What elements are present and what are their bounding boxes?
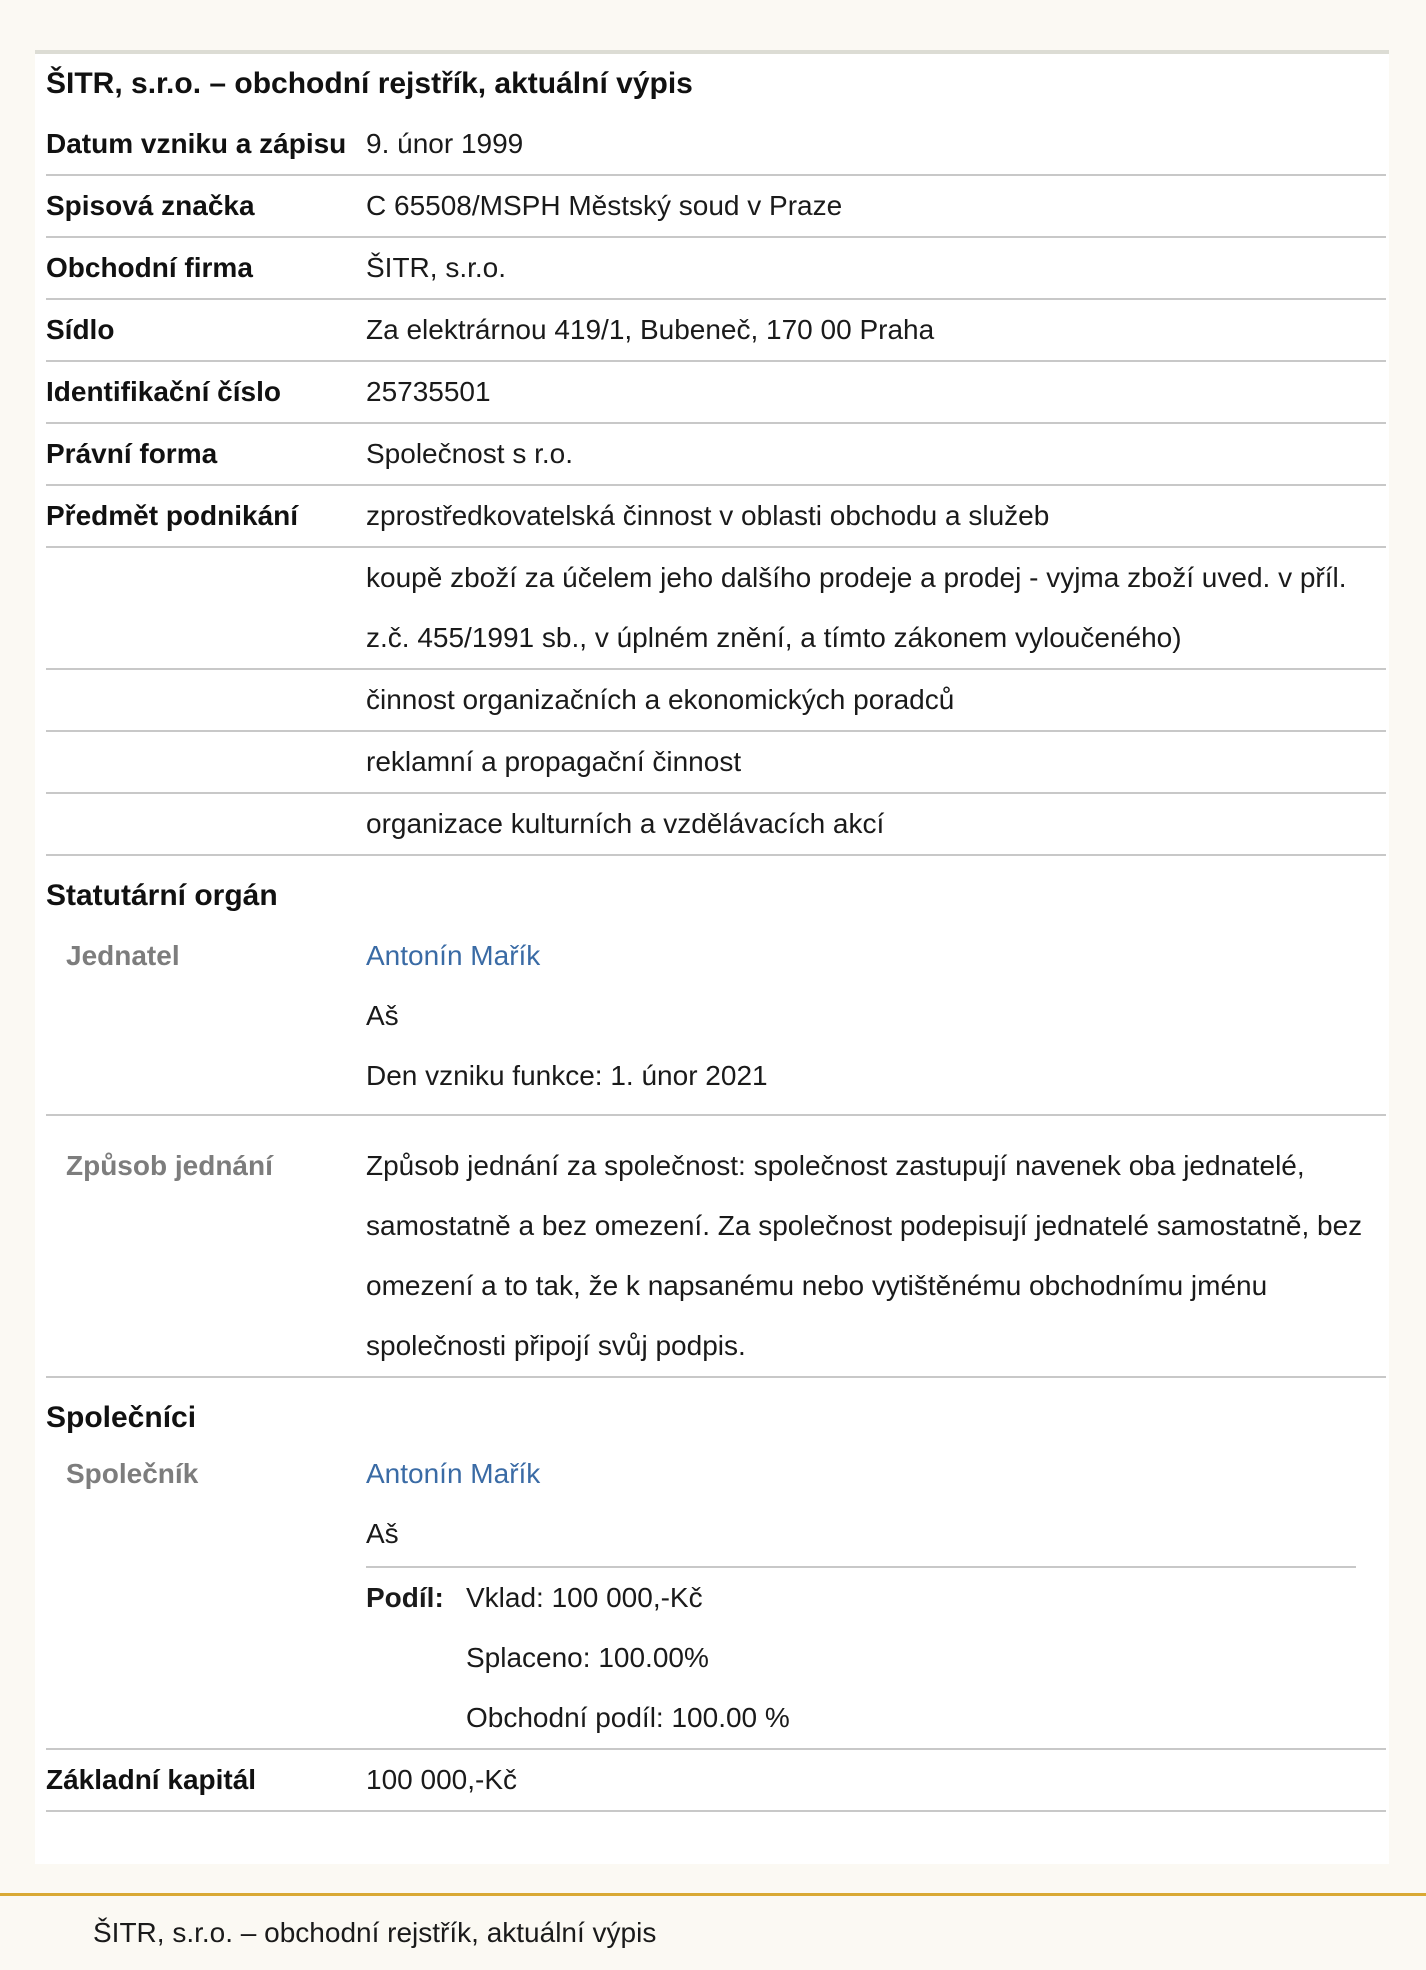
label-jednatel: Jednatel (66, 940, 180, 971)
spolecnik-details (366, 1444, 1386, 1748)
label-identifikacni-cislo: Identifikační číslo (46, 376, 281, 407)
spolecnik-place: Aš (366, 1518, 399, 1549)
podil-vklad: Vklad: 100 000,-Kč (466, 1582, 703, 1613)
label-predmet-podnikani: Předmět podnikání (46, 500, 299, 531)
predmet-item: činnost organizačních a ekonomických poradců (366, 684, 955, 715)
label-datum-vzniku: Datum vzniku a zápisu (46, 128, 347, 159)
row-predmet-podnikani (46, 486, 1386, 548)
podil-splaceno: Splaceno: 100.00% (466, 1642, 709, 1673)
label-obchodni-firma: Obchodní firma (46, 252, 253, 283)
label-zpusob-jednani: Způsob jednání (66, 1150, 273, 1181)
podil-values (466, 1568, 790, 1748)
section-heading-spolecnici: Společníci (46, 1401, 197, 1434)
row-predmet-podnikani-3 (46, 670, 1386, 732)
spolecnik-name-link[interactable]: Antonín Mařík (366, 1458, 541, 1489)
label-spolecnik: Společník (66, 1458, 199, 1489)
value-obchodni-firma: ŠITR, s.r.o. (366, 252, 507, 283)
jednatel-name-link[interactable]: Antonín Mařík (366, 940, 541, 971)
row-obchodni-firma (46, 238, 1386, 300)
row-spisova-znacka (46, 176, 1386, 238)
value-datum-vzniku: 9. únor 1999 (366, 128, 524, 159)
value-sidlo: Za elektrárnou 419/1, Bubeneč, 170 00 Praha (366, 314, 935, 345)
empty-label-cell (46, 794, 366, 854)
footer (0, 1893, 1426, 1948)
row-spolecnik (46, 1444, 1386, 1750)
jednatel-place: Aš (366, 1000, 399, 1031)
row-datum-vzniku (46, 114, 1386, 176)
label-spisova-znacka: Spisová značka (46, 190, 255, 221)
row-predmet-podnikani-2 (46, 548, 1386, 670)
page-title: ŠITR, s.r.o. – obchodní rejstřík, aktuální výpis (46, 67, 693, 100)
row-pravni-forma (46, 424, 1386, 486)
podil-row (366, 1568, 1356, 1748)
row-jednatel (46, 926, 1386, 1116)
empty-label-cell (46, 548, 366, 668)
register-extract-table (46, 54, 1386, 1812)
value-identifikacni-cislo: 25735501 (366, 376, 491, 407)
row-predmet-podnikani-5 (46, 794, 1386, 856)
row-zakladni-kapital (46, 1750, 1386, 1812)
predmet-item: organizace kulturních a vzdělávacích akcí (366, 808, 885, 839)
section-heading-statutarni-organ: Statutární orgán (46, 879, 278, 912)
value-zpusob-jednani: Způsob jednání za společnost: společnost zastupují navenek oba jednatelé, samostatně a bez omezení. Za společnost podepisují jednatelé samostatně, bez omezení a to tak, že k napsanému nebo vytištěnému obchodnímu jménu společnosti připojí svůj podpis. (366, 1150, 1363, 1361)
row-sidlo (46, 300, 1386, 362)
label-pravni-forma: Právní forma (46, 438, 218, 469)
register-extract-card (35, 50, 1389, 1864)
label-zakladni-kapital: Základní kapitál (46, 1764, 257, 1795)
row-identifikacni-cislo (46, 362, 1386, 424)
footer-title: ŠITR, s.r.o. – obchodní rejstřík, aktuální výpis (93, 1917, 657, 1948)
predmet-item: koupě zboží za účelem jeho dalšího prodeje a prodej - vyjma zboží uved. v příl. z.č. 455/1991 sb., v úplném znění, a tímto zákonem vyloučeného) (366, 562, 1347, 653)
predmet-item: zprostředkovatelská činnost v oblasti obchodu a služeb (366, 500, 1050, 531)
value-zakladni-kapital: 100 000,-Kč (366, 1764, 517, 1795)
label-sidlo: Sídlo (46, 314, 115, 345)
empty-label-cell (46, 732, 366, 792)
value-spisova-znacka: C 65508/MSPH Městský soud v Praze (366, 190, 843, 221)
podil-obchodni: Obchodní podíl: 100.00 % (466, 1702, 790, 1733)
row-predmet-podnikani-4 (46, 732, 1386, 794)
podil-block (366, 1566, 1356, 1748)
value-pravni-forma: Společnost s r.o. (366, 438, 574, 469)
jednatel-details (366, 926, 1386, 1106)
row-zpusob-jednani (46, 1116, 1386, 1378)
jednatel-since: Den vzniku funkce: 1. únor 2021 (366, 1060, 768, 1091)
empty-label-cell (46, 670, 366, 730)
podil-label: Podíl: (366, 1582, 444, 1613)
predmet-item: reklamní a propagační činnost (366, 746, 742, 777)
